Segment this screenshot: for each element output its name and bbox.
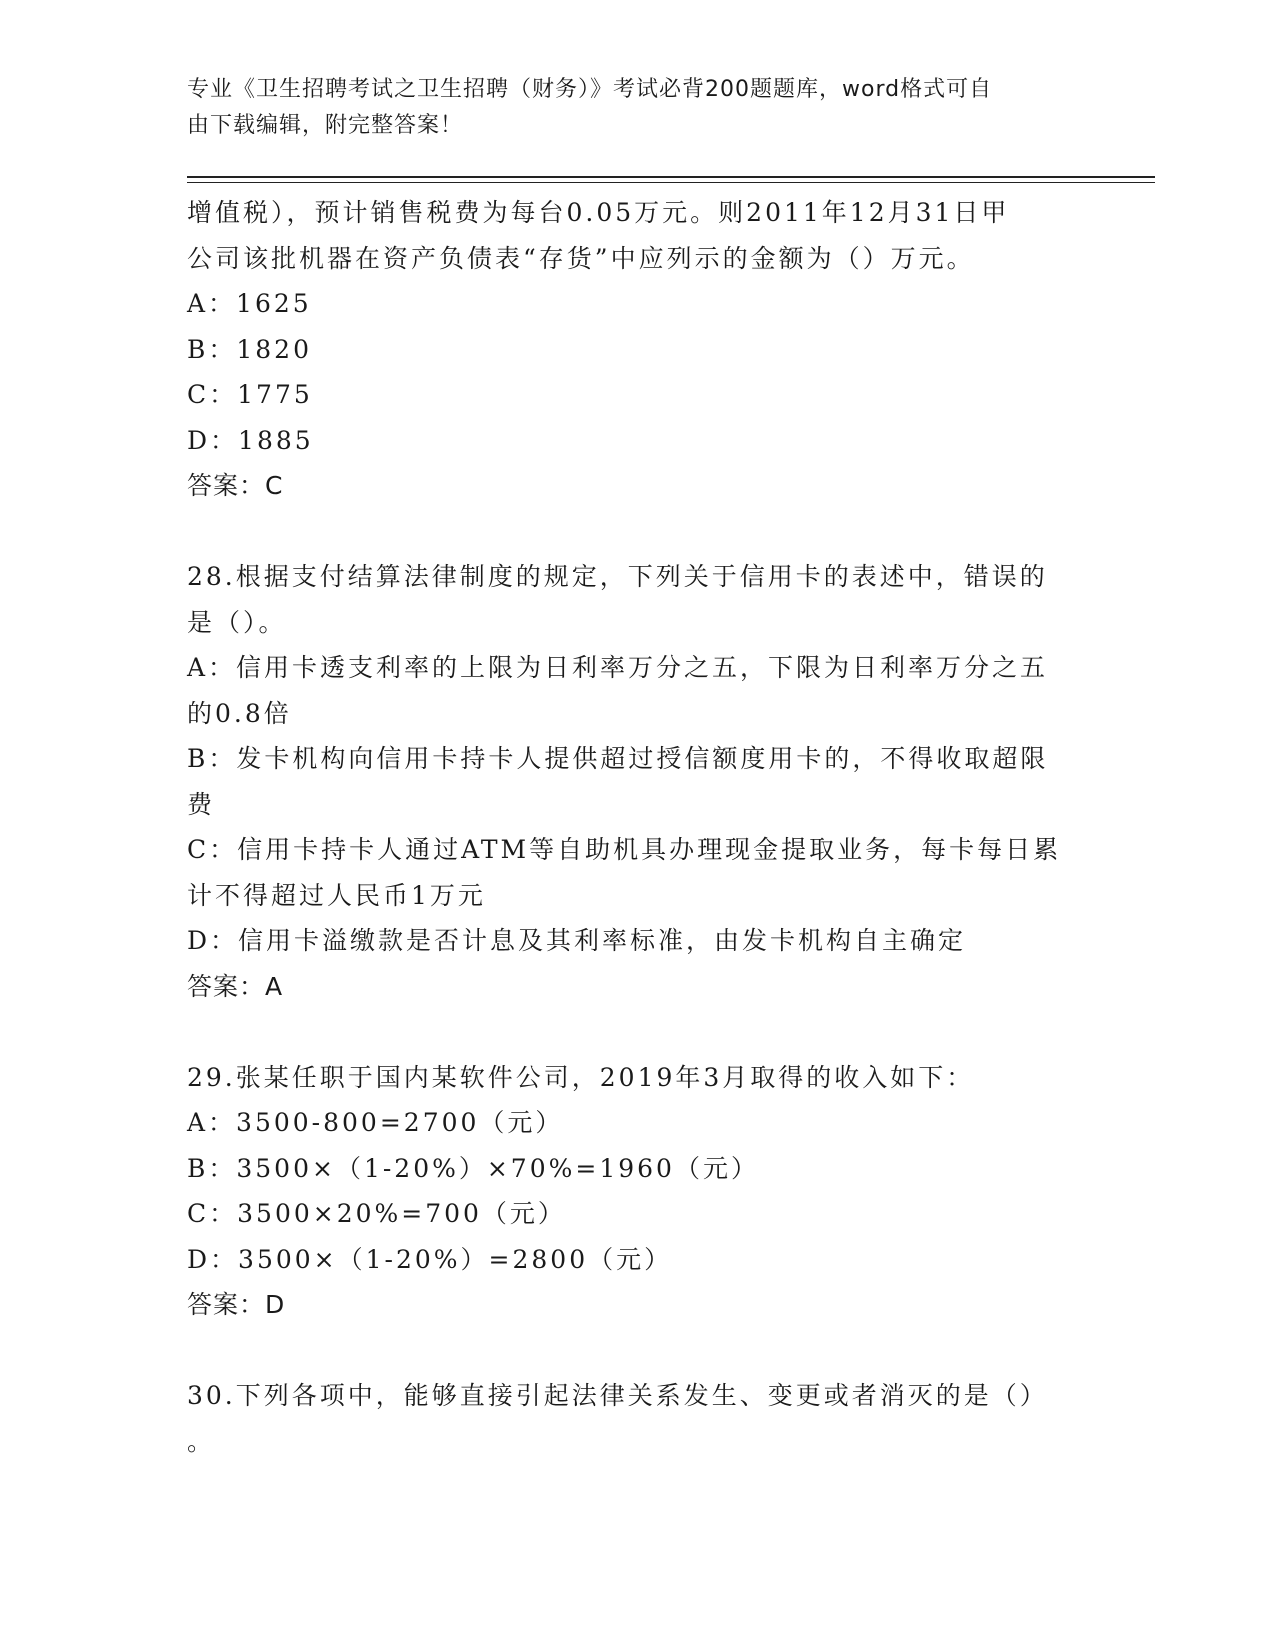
spacer (187, 1328, 1077, 1374)
option-b: B：3500×（1-20%）×70%=1960（元） (187, 1153, 759, 1183)
header-rule-thick (187, 176, 1155, 178)
answer-line: 答案：C (187, 471, 284, 500)
option-a: A：1625 (187, 289, 312, 318)
option-a: A：信用卡透支利率的上限为日利率万分之五，下限为日利率万分之五 (187, 653, 1049, 682)
page-header (187, 72, 1067, 144)
question-stem-line: 28.根据支付结算法律制度的规定，下列关于信用卡的表述中，错误的 (187, 562, 1048, 591)
question-stem-line: 。 (187, 1426, 216, 1456)
answer-line: 答案：D (187, 1290, 286, 1319)
question-30 (187, 1373, 1077, 1464)
option-c: C：3500×20%=700（元） (187, 1199, 566, 1228)
option-c-continued: 计不得超过人民币1万元 (187, 880, 486, 910)
option-c: C：1775 (187, 380, 313, 409)
question-27 (187, 190, 1077, 509)
spacer (187, 509, 1077, 555)
question-stem-line: 是（）。 (187, 607, 287, 637)
question-28 (187, 554, 1077, 1009)
option-d: D：1885 (187, 425, 314, 455)
header-rule-thin (187, 182, 1155, 183)
option-a-continued: 的0.8倍 (187, 698, 292, 728)
option-c: C：信用卡持卡人通过ATM等自助机具办理现金提取业务，每卡每日累 (187, 835, 1062, 864)
question-stem-line: 30.下列各项中，能够直接引起法律关系发生、变更或者消灭的是（） (187, 1381, 1048, 1410)
header-line-2: 由下载编辑，附完整答案！ (187, 113, 464, 138)
answer-line: 答案：A (187, 971, 284, 1001)
header-line-1: 专业《卫生招聘考试之卫生招聘（财务）》考试必背200题题库，word格式可自 (187, 77, 993, 102)
option-d: D：信用卡溢缴款是否计息及其利率标准，由发卡机构自主确定 (187, 926, 967, 955)
spacer (187, 1009, 1077, 1055)
option-b: B：发卡机构向信用卡持卡人提供超过授信额度用卡的，不得收取超限 (187, 744, 1049, 773)
option-b: B：1820 (187, 334, 312, 364)
question-stem-line: 增值税），预计销售税费为每台0.05万元。则2011年12月31日甲 (187, 198, 1010, 227)
question-stem-line: 公司该批机器在资产负债表“存货”中应列示的金额为（）万元。 (187, 243, 975, 273)
question-stem-line: 29.张某任职于国内某软件公司，2019年3月取得的收入如下： (187, 1062, 975, 1092)
document-body (187, 190, 1077, 1464)
option-b-continued: 费 (187, 789, 216, 819)
question-29 (187, 1055, 1077, 1328)
option-d: D：3500×（1-20%）=2800（元） (187, 1244, 673, 1274)
option-a: A：3500-800=2700（元） (187, 1108, 564, 1137)
